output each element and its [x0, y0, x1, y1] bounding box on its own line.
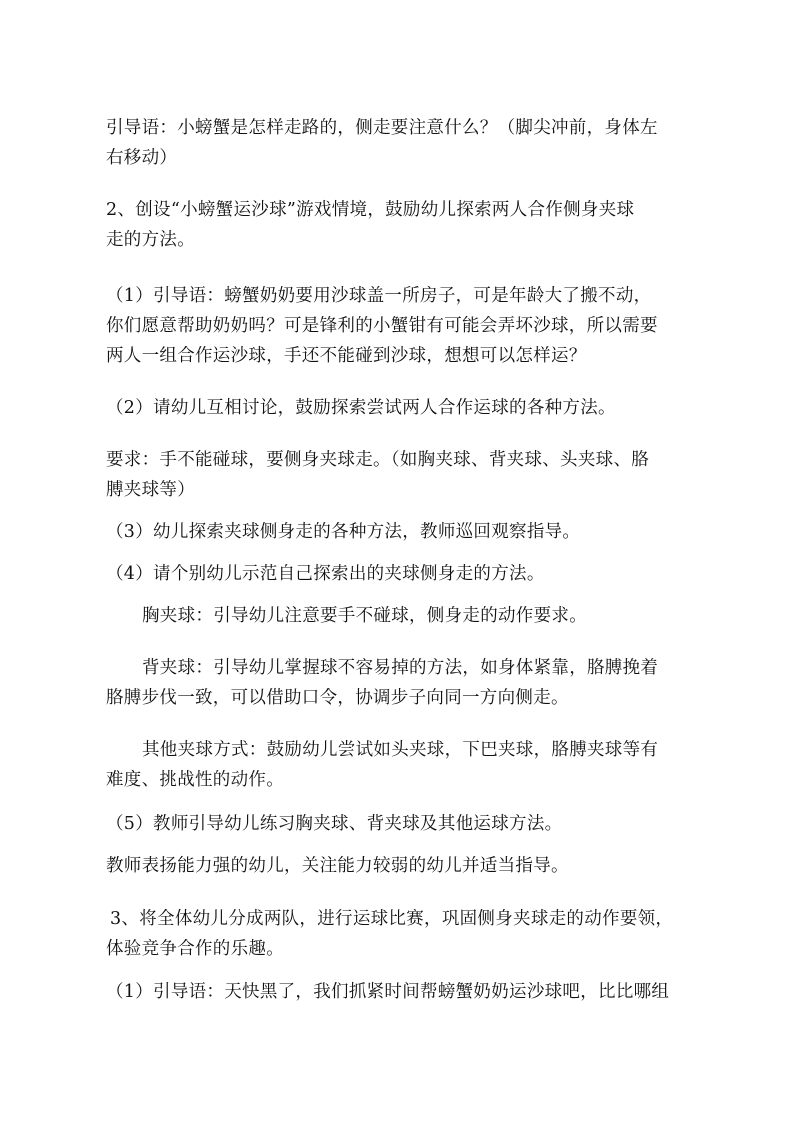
text-line: （1）引导语：螃蟹奶奶要用沙球盖一所房子，可是年龄大了搬不动， [106, 286, 652, 306]
text-line: 引导语：小螃蟹是怎样走路的，侧走要注意什么？（脚尖冲前，身体左 [106, 118, 658, 138]
text-line: 教师表扬能力强的幼儿，关注能力较弱的幼儿并适当指导。 [106, 856, 569, 876]
paragraph-section-3-step-1 [106, 977, 696, 1007]
text-line: （4）请个别幼儿示范自己探索出的夹球侧身走的方法。 [106, 564, 545, 584]
section-3-heading [106, 904, 700, 964]
text-line: 两人一组合作运沙球，手还不能碰到沙球，想想可以怎样运？ [106, 346, 587, 366]
text-line: 膊夹球等） [106, 480, 195, 500]
paragraph-guide-question [106, 113, 691, 173]
paragraph-requirement [106, 445, 691, 505]
text-line: （5）教师引导幼儿练习胸夹球、背夹球及其他运球方法。 [106, 814, 563, 834]
text-line: 你们愿意帮助奶奶吗？可是锋利的小蟹钳有可能会弄坏沙球，所以需要 [106, 316, 658, 336]
text-line: 走的方法。 [106, 230, 195, 250]
text-line: 3、将全体幼儿分成两队，进行运球比赛，巩固侧身夹球走的动作要领， [110, 909, 674, 929]
text-line: 其他夹球方式：鼓励幼儿尝试如头夹球，下巴夹球，胳膊夹球等有 [142, 740, 659, 760]
text-line: （3）幼儿探索夹球侧身走的各种方法，教师巡回观察指导。 [106, 522, 581, 542]
text-line: 要求：手不能碰球，要侧身夹球走。（如胸夹球、背夹球、头夹球、胳 [106, 450, 650, 470]
paragraph-other-methods [106, 735, 691, 795]
paragraph-step-5 [106, 809, 691, 839]
text-line: 体验竞争合作的乐趣。 [106, 939, 284, 959]
text-line: 难度、挑战性的动作。 [106, 770, 284, 790]
text-line: 2、创设“小螃蟹运沙球”游戏情境，鼓励幼儿探索两人合作侧身夹球 [106, 200, 635, 220]
text-line: 胸夹球：引导幼儿注意要手不碰球，侧身走的动作要求。 [142, 606, 587, 626]
text-line: （1）引导语：天快黑了，我们抓紧时间帮螃蟹奶奶运沙球吧，比比哪组 [106, 982, 670, 1002]
section-2-heading [106, 195, 691, 255]
paragraph-back-clamp [106, 653, 691, 713]
paragraph-chest-clamp [142, 601, 692, 631]
text-line: 右移动） [106, 148, 178, 168]
text-line: （2）请幼儿互相讨论，鼓励探索尝试两人合作运球的各种方法。 [106, 398, 616, 418]
paragraph-step-4 [106, 559, 691, 589]
text-line: 胳膊步伐一致，可以借助口令，协调步子向同一方向侧走。 [106, 688, 569, 708]
paragraph-step-3 [106, 517, 691, 547]
paragraph-praise [106, 851, 691, 881]
paragraph-step-2 [106, 393, 691, 423]
text-line: 背夹球：引导幼儿掌握球不容易掉的方法，如身体紧靠，胳膊挽着 [142, 658, 659, 678]
paragraph-step-1 [106, 281, 691, 371]
